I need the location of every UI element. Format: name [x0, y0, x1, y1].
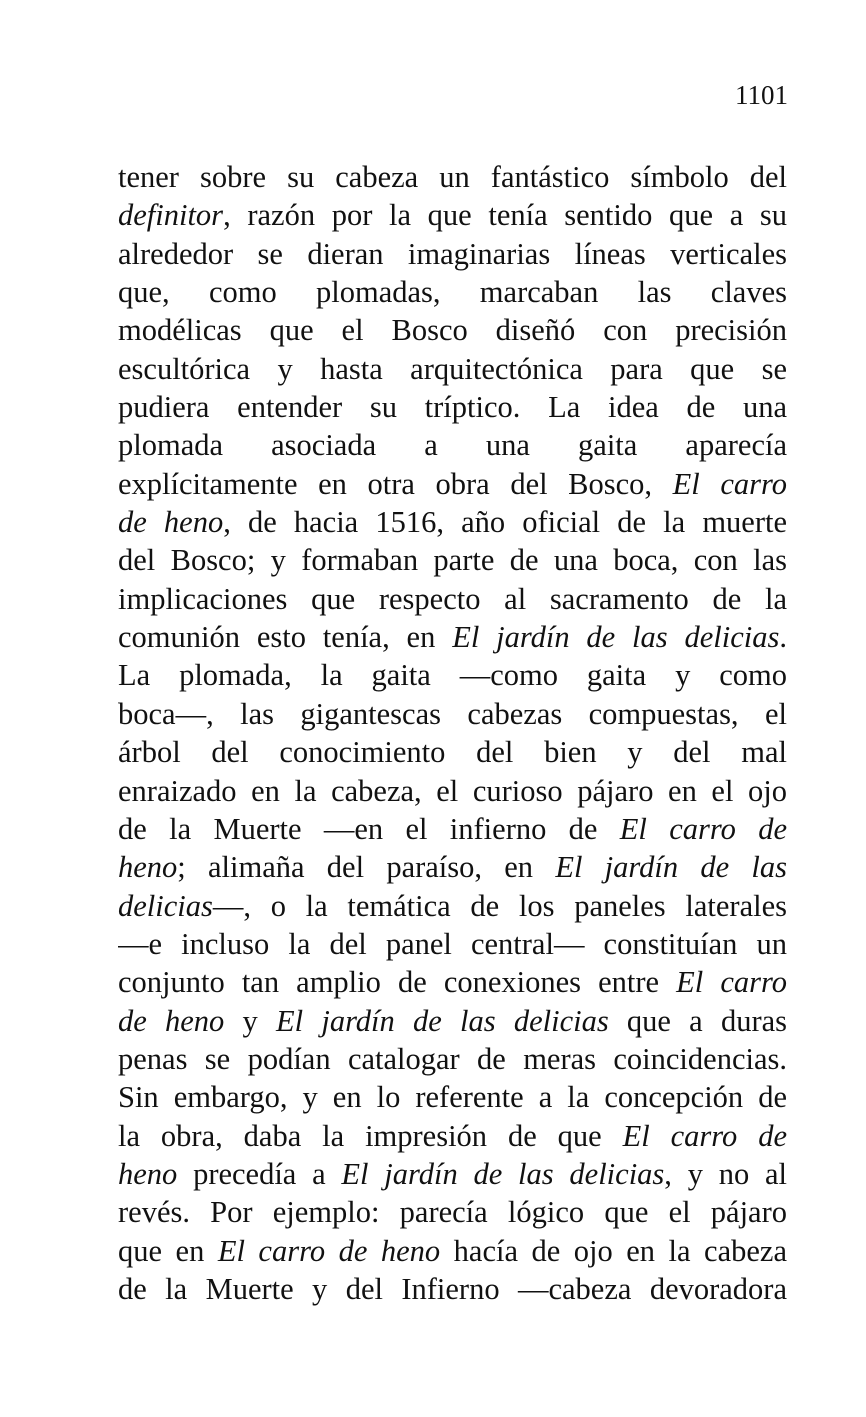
text-segment: alrededor se dieran imaginarias líneas verticales	[118, 236, 787, 271]
text-line	[118, 311, 787, 349]
text-segment: de la Muerte y del Infierno —cabeza devoradora	[118, 1271, 787, 1306]
text-line	[118, 158, 787, 196]
italic-title-segment: El jardín de las	[555, 850, 787, 885]
text-segment: , de hacia 1516, año oficial de la muerte	[223, 505, 787, 540]
text-line	[118, 963, 787, 1001]
italic-title-segment: heno	[118, 850, 178, 885]
italic-title-segment: El carro de	[619, 811, 787, 846]
text-line	[118, 1117, 787, 1155]
text-line	[118, 1040, 787, 1078]
text-line	[118, 848, 787, 886]
text-segment: que a duras	[608, 1003, 787, 1038]
text-segment: del Bosco; y formaban parte de una boca, con las	[118, 543, 787, 578]
text-line	[118, 196, 787, 234]
italic-title-segment: El carro de	[622, 1118, 787, 1153]
text-line	[118, 580, 787, 618]
text-line	[118, 1232, 787, 1270]
text-line	[118, 388, 787, 426]
text-line	[118, 695, 787, 733]
text-segment: tener sobre su cabeza un fantástico símbolo del	[118, 160, 787, 194]
text-line	[118, 1155, 787, 1193]
text-line	[118, 810, 787, 848]
text-line	[118, 1002, 787, 1040]
text-line	[118, 426, 787, 464]
text-line	[118, 503, 787, 541]
text-segment: pudiera entender su tríptico. La idea de una	[118, 390, 787, 425]
text-segment: boca—, las gigantescas cabezas compuestas, el	[118, 696, 787, 731]
text-line	[118, 1078, 787, 1116]
text-segment: La plomada, la gaita —como gaita y como	[118, 658, 787, 693]
text-segment: explícitamente en otra obra del Bosco,	[118, 466, 673, 501]
text-segment: Sin embargo, y en lo referente a la concepción de	[118, 1080, 787, 1115]
text-line	[118, 465, 787, 503]
text-segment: plomada asociada a una gaita aparecía	[118, 428, 787, 463]
text-line	[118, 733, 787, 771]
text-segment: que, como plomadas, marcaban las claves	[118, 275, 787, 310]
page-number: 1101	[735, 80, 788, 110]
text-line	[118, 925, 787, 963]
italic-title-segment: El carro	[672, 466, 787, 501]
italic-title-segment: definitor	[118, 198, 224, 233]
text-line	[118, 1270, 787, 1308]
text-segment: que en	[118, 1233, 218, 1268]
text-segment: revés. Por ejemplo: parecía lógico que el pájaro	[118, 1195, 787, 1230]
text-line	[118, 273, 787, 311]
text-segment: comunión esto tenía, en	[118, 620, 453, 655]
text-segment: modélicas que el Bosco diseñó con precisión	[118, 313, 787, 348]
body-text	[118, 158, 787, 1308]
text-segment: y	[224, 1003, 277, 1038]
italic-title-segment: heno	[118, 1156, 178, 1191]
text-segment: conjunto tan amplio de conexiones entre	[118, 965, 677, 1000]
italic-title-segment: El carro de heno	[217, 1233, 441, 1268]
text-segment: árbol del conocimiento del bien y del mal	[118, 735, 787, 770]
text-line	[118, 656, 787, 694]
text-segment: hacía de ojo en la cabeza	[440, 1233, 787, 1268]
text-segment: la obra, daba la impresión de que	[118, 1118, 623, 1153]
text-line	[118, 772, 787, 810]
text-segment: de la Muerte —en el infierno de	[118, 811, 620, 846]
text-segment: , razón por la que tenía sentido que a su	[223, 198, 787, 233]
text-line	[118, 541, 787, 579]
text-segment: penas se podían catalogar de meras coincidencias.	[118, 1041, 787, 1076]
text-segment: precedía a	[177, 1156, 342, 1191]
text-line	[118, 618, 787, 656]
text-segment: .	[779, 620, 787, 655]
text-line	[118, 235, 787, 273]
italic-title-segment: El jardín de las delicias	[452, 620, 780, 655]
text-segment: implicaciones que respecto al sacramento de la	[118, 581, 787, 616]
text-line	[118, 350, 787, 388]
italic-title-segment: delicias	[118, 888, 213, 923]
italic-title-segment: El jardín de las delicias	[276, 1003, 609, 1038]
text-segment: enraizado en la cabeza, el curioso pájaro en el ojo	[118, 773, 787, 808]
italic-title-segment: El jardín de las delicias	[341, 1156, 665, 1191]
text-line	[118, 1193, 787, 1231]
italic-title-segment: de heno	[118, 505, 224, 540]
text-line	[118, 887, 787, 925]
text-segment: , y no al	[664, 1156, 787, 1191]
text-segment: escultórica y hasta arquitectónica para que se	[118, 351, 787, 386]
italic-title-segment: El carro	[676, 965, 787, 1000]
text-segment: ; alimaña del paraíso, en	[177, 850, 556, 885]
italic-title-segment: de heno	[118, 1003, 225, 1038]
text-segment: —, o la temática de los paneles laterales	[212, 888, 787, 923]
text-segment: —e incluso la del panel central— constituían un	[118, 926, 787, 961]
